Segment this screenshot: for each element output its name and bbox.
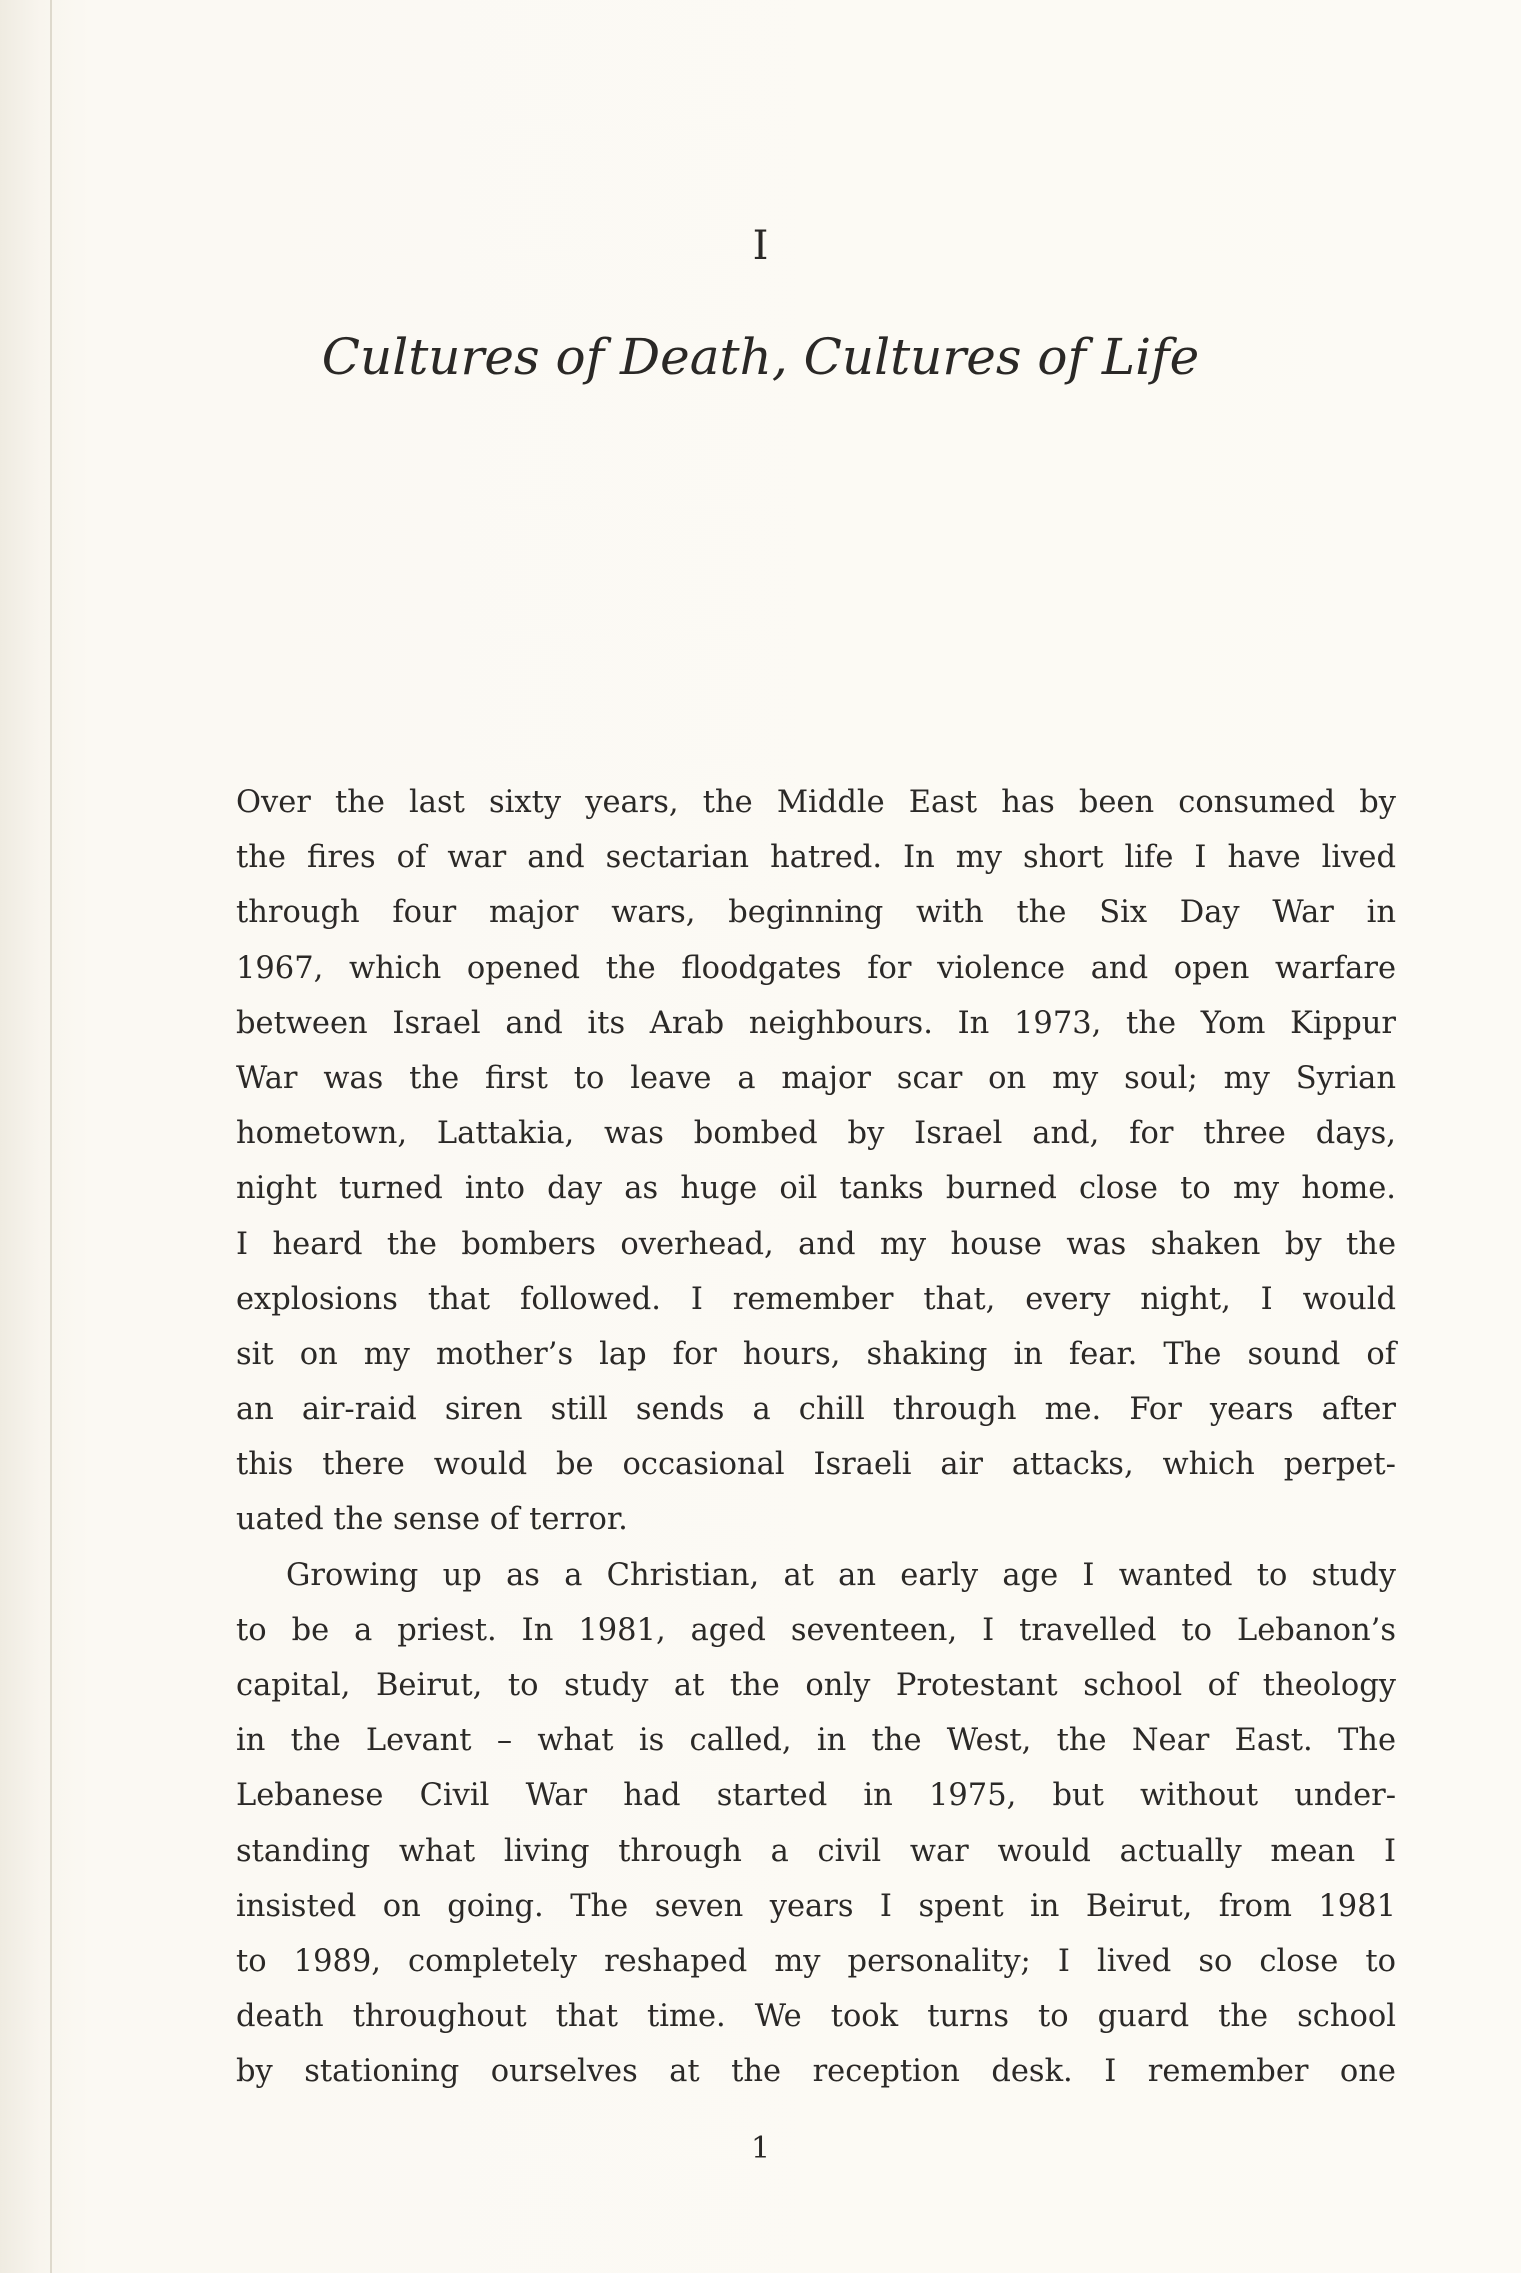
text-line: capital, Beirut, to study at the only Protestant school of theology	[236, 1668, 1396, 1703]
text-line: to 1989, completely reshaped my personality; I lived so close to	[236, 1943, 1396, 1979]
text-line: insisted on going. The seven years I spent in Beirut, from 1981	[236, 1888, 1396, 1924]
paragraph-1	[236, 775, 1396, 1548]
page-number: 1	[750, 2131, 771, 2166]
text-line: 1967, which opened the floodgates for violence and open warfare	[236, 950, 1396, 986]
text-line: Lebanese Civil War had started in 1975, but without under-	[236, 1778, 1396, 1814]
text-line: War was the first to leave a major scar on my soul; my Syrian	[236, 1060, 1396, 1096]
text-line: Growing up as a Christian, at an early age I wanted to study	[286, 1557, 1396, 1593]
chapter-number: I	[752, 223, 769, 269]
text-line: standing what living through a civil war would actually mean I	[236, 1833, 1396, 1869]
text-line: to be a priest. In 1981, aged seventeen, I travelled to Lebanon’s	[236, 1612, 1396, 1648]
text-line: explosions that followed. I remember that, every night, I would	[236, 1281, 1396, 1317]
text-line: I heard the bombers overhead, and my house was shaken by the	[236, 1226, 1396, 1262]
text-line: an air-raid siren still sends a chill through me. For years after	[236, 1392, 1396, 1428]
text-line: sit on my mother’s lap for hours, shaking in fear. The sound of	[236, 1336, 1396, 1372]
text-line: in the Levant – what is called, in the West, the Near East. The	[236, 1723, 1396, 1759]
text-line: Over the last sixty years, the Middle East has been consumed by	[236, 785, 1396, 820]
text-line: night turned into day as huge oil tanks burned close to my home.	[236, 1171, 1396, 1207]
text-line: the fires of war and sectarian hatred. In my short life I have lived	[236, 840, 1396, 876]
text-line: this there would be occasional Israeli air attacks, which perpet-	[236, 1447, 1396, 1483]
text-line: by stationing ourselves at the reception desk. I remember one	[236, 2054, 1396, 2090]
text-line: death throughout that time. We took turns to guard the school	[236, 1999, 1396, 2035]
body-text	[236, 775, 1396, 2100]
chapter-title: Cultures of Death, Cultures of Life	[321, 328, 1200, 386]
text-line: between Israel and its Arab neighbours. In 1973, the Yom Kippur	[236, 1005, 1396, 1041]
text-line: hometown, Lattakia, was bombed by Israel and, for three days,	[236, 1116, 1396, 1152]
text-line: uated the sense of terror.	[236, 1502, 628, 1538]
text-line: through four major wars, beginning with the Six Day War in	[236, 895, 1396, 931]
paragraph-2	[236, 1548, 1396, 2100]
